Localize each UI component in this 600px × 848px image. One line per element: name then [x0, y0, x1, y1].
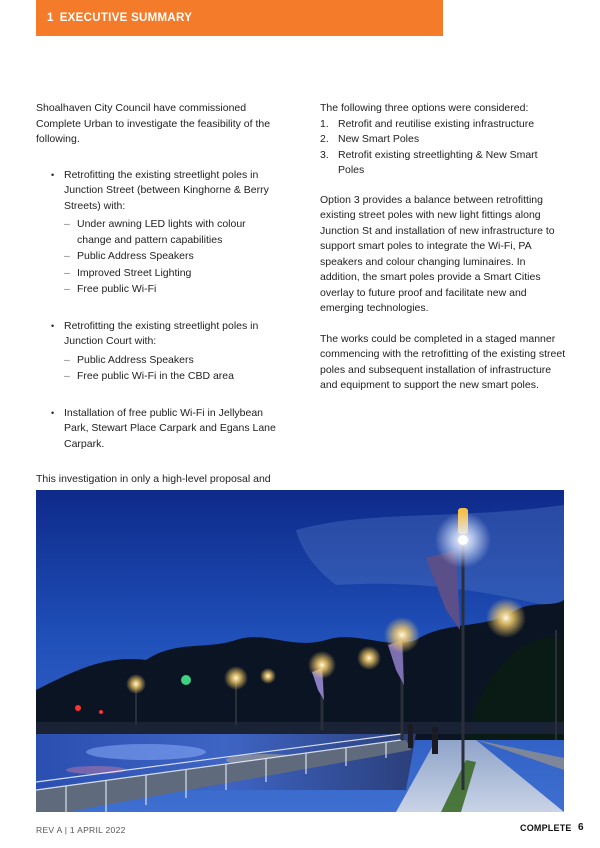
- option3-paragraph: Option 3 provides a balance between retrofitting existing street poles with new light fittings along Junction St and installation of new infrastructure to support smart poles to integrate the Wi-Fi, PA speakers and colour changing luminaires. In addition, the smart poles provide a Smart Cities overlay to future proof and facilitate new and emerging technologies.: [320, 193, 555, 314]
- scope-bullet-list: [36, 168, 282, 453]
- bullet-text: Retrofitting the existing streetlight poles in Junction Street (between Kinghorne & Berry Streets) with:: [64, 168, 269, 212]
- option-text: Retrofit and reutilise existing infrastructure: [338, 117, 535, 130]
- smart-pole-night-photo: [36, 490, 564, 812]
- bullet-text: Retrofitting the existing streetlight poles in Junction Court with:: [64, 319, 259, 347]
- bullet-item: [36, 319, 282, 385]
- sub-item: – Under awning LED lights with colour change and pattern capabilities: [64, 217, 282, 248]
- option-item: [320, 148, 566, 179]
- option-item: [320, 117, 566, 133]
- sub-item: – Free public Wi-Fi in the CBD area: [64, 369, 282, 385]
- option-text: Retrofit existing streetlighting & New Smart Poles: [338, 148, 538, 176]
- bullet-item: [36, 168, 282, 298]
- page-number: 6: [578, 822, 584, 833]
- right-column: [320, 101, 566, 409]
- sub-list: [64, 217, 282, 298]
- option-number: 1.: [320, 117, 329, 130]
- bullet-item: [36, 406, 282, 453]
- intro-paragraph: Shoalhaven City Council have commissioned Complete Urban to investigate the feasibility of the following.: [36, 102, 271, 145]
- section-title: EXECUTIVE SUMMARY: [59, 12, 193, 24]
- left-column: [36, 101, 282, 519]
- options-intro: The following three options were considered:: [320, 102, 529, 114]
- bullet-text: Installation of free public Wi-Fi in Jellybean Park, Stewart Place Carpark and Egans Lane Carpark.: [64, 406, 276, 450]
- option-item: [320, 132, 566, 148]
- option-number: 3.: [320, 148, 329, 161]
- staging-paragraph: The works could be completed in a staged manner commencing with the retrofitting of the existing street poles and subsequent installation of infrastructure and equipment to support the new smart poles.: [320, 332, 566, 391]
- closing-paragraph: This investigation in only a high-level proposal and: [36, 473, 271, 485]
- section-header-bar: [36, 0, 443, 36]
- sub-item: – Free public Wi-Fi: [64, 282, 282, 298]
- options-list: [320, 117, 566, 179]
- sub-item: – Improved Street Lighting: [64, 266, 282, 282]
- sub-list: [64, 353, 282, 385]
- section-number: 1: [47, 12, 54, 24]
- option-number: 2.: [320, 133, 329, 145]
- sub-item: – Public Address Speakers: [64, 249, 282, 265]
- sub-item: – Public Address Speakers: [64, 353, 282, 369]
- option-text: New Smart Poles: [338, 133, 420, 145]
- company-logo: COMPLETE: [520, 823, 572, 833]
- photo-illustration: [36, 490, 564, 812]
- revision-date: REV A | 1 APRIL 2022: [36, 825, 126, 835]
